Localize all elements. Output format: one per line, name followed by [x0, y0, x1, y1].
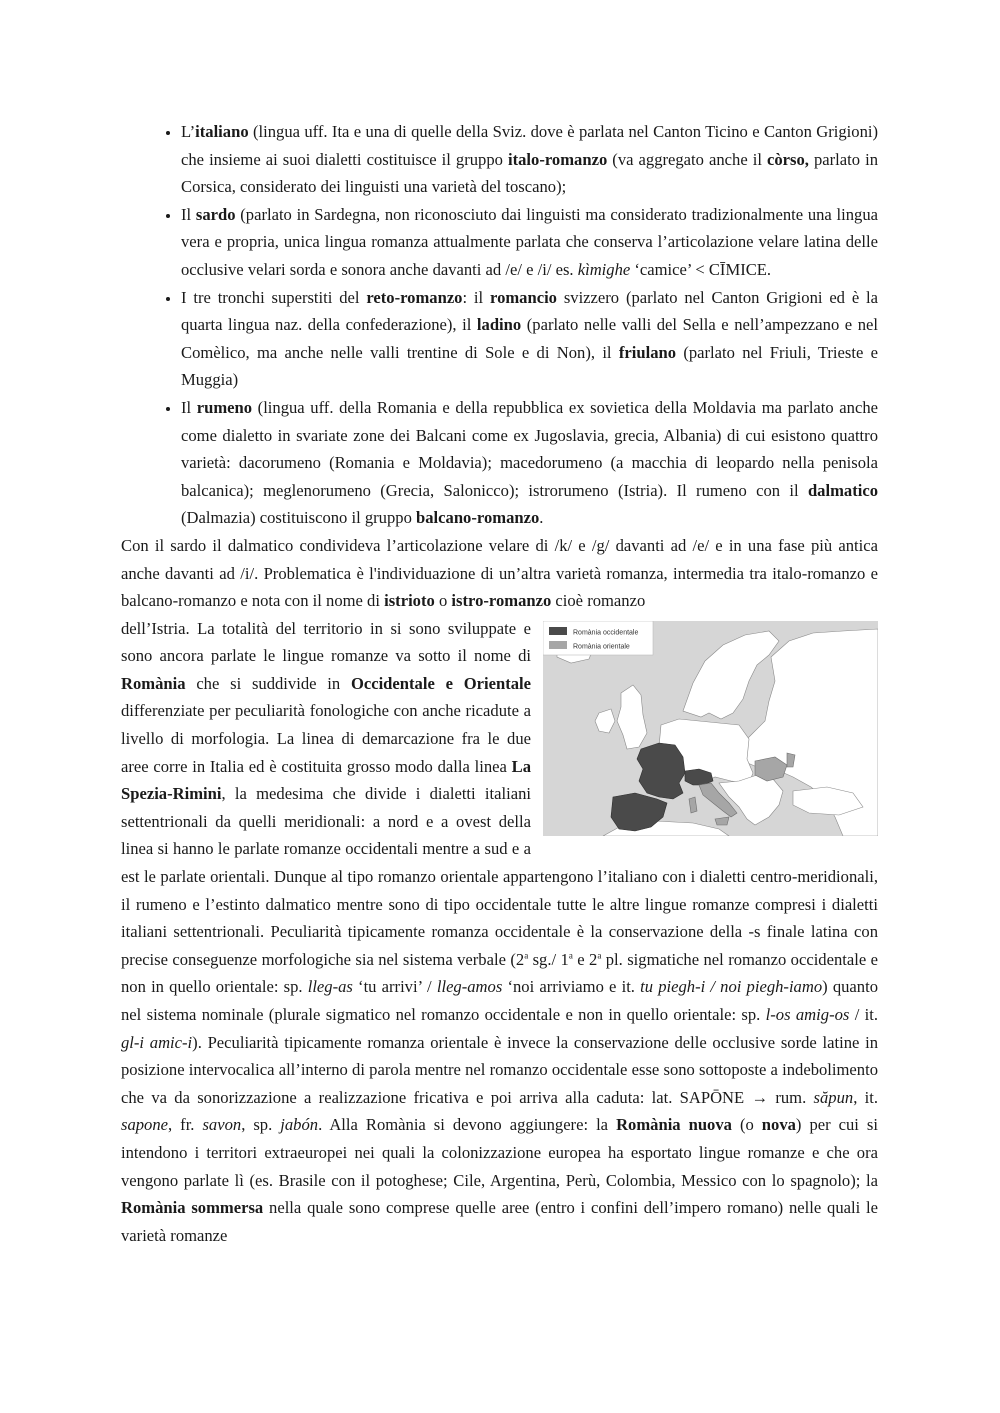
- bold-term: rumeno: [196, 397, 253, 417]
- text-run: L’: [181, 122, 196, 141]
- bold-term: istro-romanzo: [451, 591, 552, 611]
- intro-paragraph: [121, 532, 878, 615]
- text-run: ) per cui si intendono i territori extraeuropei nei quali la colonizzazione europea ha esportato lingue romanze e che ora vengono parlate lì (es. Brasile con il potoghese; Cile, Argentina, Perù, Colombia, Messico con lo spagnolo); la: [121, 1115, 878, 1190]
- text-run: (parlato in Sardegna, non riconosciuto dai linguisti ma considerato tradizionalmente una lingua vera e propria, unica lingua romanza attualmente parlata che conserva l’articolazione velare latina delle occlusive velari sorda e sonora anche davanti ad /e/ e /i/ es.: [181, 204, 878, 279]
- bold-term: istrioto: [384, 591, 435, 611]
- text-run: I tre tronchi superstiti del: [181, 287, 367, 307]
- text-run: ‘tu arrivi’ /: [352, 977, 437, 997]
- bold-term: Romània sommersa: [121, 1198, 264, 1218]
- italic-example: l-os amig-os: [765, 1005, 850, 1024]
- text-run: sg./ 1: [528, 949, 569, 969]
- main-paragraph: [121, 615, 878, 1250]
- text-run: , la medesima che divide i dialetti italiani settentrionali da quelli meridionali: a nord e a ovest della linea si hanno le parlate romanze occidentali mentre a sud e a est le parlate orientali. Dunque al tipo romanzo orientale appartengono l’italiano con i dialetti centro-meridionali, il rumeno e l’estinto dalmatico mentre sono di tipo occidentale tutte le altre lingue romanze compresi i dialetti italiani settentrionali. Peculiarità tipicamente romanza occidentale è la conservazione della -s finale latina con precise conseguenze morfologiche sia nel sistema verbale (2: [121, 784, 878, 969]
- text-run: ). Peculiarità tipicamente romanza orientale è invece la conservazione delle occlusive sorde latine in posizione intervocalica all’interno di parola mentre nel romanzo occidentale esse sono sottoposte a indebolimento che va da sonorizzazione a realizzazione fricativa e poi arriva alla caduta: lat. SAPŌNE → rum.: [121, 1032, 878, 1107]
- text-run: nella quale sono comprese quelle aree (entro i confini dell’impero romano) nelle quali le varietà romanze: [121, 1198, 878, 1245]
- legend-swatch: [549, 641, 567, 649]
- text-run: / it.: [849, 1005, 879, 1024]
- bullet-item: [181, 394, 878, 532]
- text-run: (lingua uff. Ita e una di quelle della Sviz. dove è parlata nel Canton Ticino e Canton Grigioni) che insieme ai suoi dialetti costituisce il gruppo: [181, 122, 878, 169]
- text-run: ) quanto nel sistema nominale (plurale sigmatico nel romanzo occidentale e non in quello orientale: sp.: [121, 977, 879, 1024]
- text-run: ‘camice’ < CĪMICE.: [630, 259, 772, 279]
- bullet-item: [181, 118, 878, 201]
- text-run: (va aggregato anche il: [607, 149, 767, 169]
- ordinal-superscript: a: [524, 950, 529, 961]
- ordinal-superscript: a: [597, 950, 602, 961]
- text-run: (lingua uff. della Romania e della repubblica ex sovietica della Moldavia ma parlato anche come dialetto in svariate zone dei Balcani come ex Jugoslavia, grecia, Albania) di cui esistono quattro varietà: dacorumeno (Romania e Moldavia); macedorumeno (a macchia di leopardo nella penisola balcanica); meglenorumeno (Grecia, Salonicco); istrorumeno (Istria). Il rumeno con il: [181, 397, 878, 500]
- text-run: (parlato nel Friuli, Trieste e Muggia): [181, 342, 879, 390]
- text-run: (o: [731, 1115, 762, 1135]
- romania-map-figure: [543, 621, 878, 836]
- text-run: pl. sigmatiche nel romanzo occidentale e non in quello orientale: sp.: [121, 949, 878, 997]
- romania-map: [543, 621, 878, 836]
- italic-example: lleg-as: [307, 977, 353, 997]
- bold-term: reto-romanzo: [366, 287, 463, 307]
- italic-example: kìmighe: [577, 259, 631, 279]
- bold-term: sardo: [195, 204, 236, 224]
- text-run: o: [434, 591, 452, 611]
- italic-example: gl-i amic-i: [121, 1032, 193, 1052]
- text-run: (Dalmazia) costituiscono il gruppo: [181, 508, 417, 528]
- bold-term: italo-romanzo: [508, 149, 608, 169]
- legend-swatch: [549, 627, 567, 635]
- text-run: ‘noi arriviamo e it.: [502, 977, 641, 997]
- italic-example: lleg-amos: [436, 977, 503, 997]
- text-run: cioè romanzo: [551, 591, 646, 611]
- bold-term: dalmatico: [807, 480, 878, 500]
- bold-term: còrso,: [767, 149, 809, 169]
- text-run: parlato in Corsica, considerato dei linguisti una varietà del toscano);: [181, 149, 879, 197]
- italic-example: săpun: [813, 1087, 854, 1107]
- page-content: [121, 118, 878, 1249]
- bold-term: nova: [761, 1115, 796, 1135]
- italic-example: sapone: [121, 1115, 169, 1135]
- italic-example: savon: [202, 1115, 242, 1135]
- bold-term: romancio: [490, 287, 557, 307]
- legend-label: Romània occidentale: [573, 629, 639, 637]
- text-run: dell’Istria. La totalità del territorio in si sono sviluppate e sono ancora parlate le lingue romanze va sotto il nome di: [121, 618, 531, 666]
- bold-term: Romània: [121, 673, 186, 693]
- text-run: .: [539, 508, 544, 528]
- bold-term: La Spezia-Rimini: [121, 756, 531, 804]
- ordinal-superscript: a: [568, 950, 573, 961]
- text-run: , it.: [853, 1087, 878, 1107]
- text-run: : il: [462, 287, 490, 307]
- language-bullet-list: [121, 118, 878, 532]
- text-run: (parlato nelle valli del Sella e nell’ampezzano e nel Comèlico, ma anche nelle valli trentine di Sole e di Non), il: [181, 315, 878, 362]
- bullet-item: [181, 201, 878, 284]
- bullet-item: [181, 284, 878, 394]
- text-run: e 2: [572, 949, 598, 969]
- text-run: , sp.: [241, 1115, 281, 1135]
- bold-term: Romània nuova: [616, 1115, 732, 1135]
- bold-term: friulano: [618, 342, 677, 362]
- text-run: Con il sardo il dalmatico condivideva l’articolazione velare di /k/ e /g/ davanti ad /e/ e in una fase più antica anche davanti ad /i/. Problematica è l'individuazione di un’altra varietà romanza, intermedia tra italo-romanzo e balcano-romanzo e nota con il nome di: [121, 535, 878, 611]
- bold-term: italiano: [195, 122, 249, 141]
- bold-term: balcano-romanzo: [416, 508, 540, 528]
- bold-term: ladino: [476, 315, 522, 335]
- text-run: che si suddivide in: [185, 673, 351, 693]
- text-run: Il: [181, 204, 196, 224]
- legend-label: Romània orientale: [573, 643, 630, 651]
- italic-example: jabón: [280, 1115, 319, 1135]
- italic-example: tu piegh-i / noi piegh-iamo: [640, 977, 823, 997]
- text-run: Il: [181, 397, 197, 417]
- text-run: , fr.: [168, 1115, 203, 1135]
- text-run: differenziate per peculiarità fonologiche con anche ricadute a livello di morfologia. La linea di demarcazione fra le due aree corre in Italia ed è costituita grosso modo dalla linea: [121, 701, 531, 776]
- text-run: . Alla Romània si devono aggiungere: la: [318, 1115, 617, 1135]
- text-run: svizzero (parlato nel Canton Grigioni ed è la quarta lingua naz. della confederazione), il: [181, 287, 878, 335]
- bold-term: Occidentale e Orientale: [350, 673, 531, 693]
